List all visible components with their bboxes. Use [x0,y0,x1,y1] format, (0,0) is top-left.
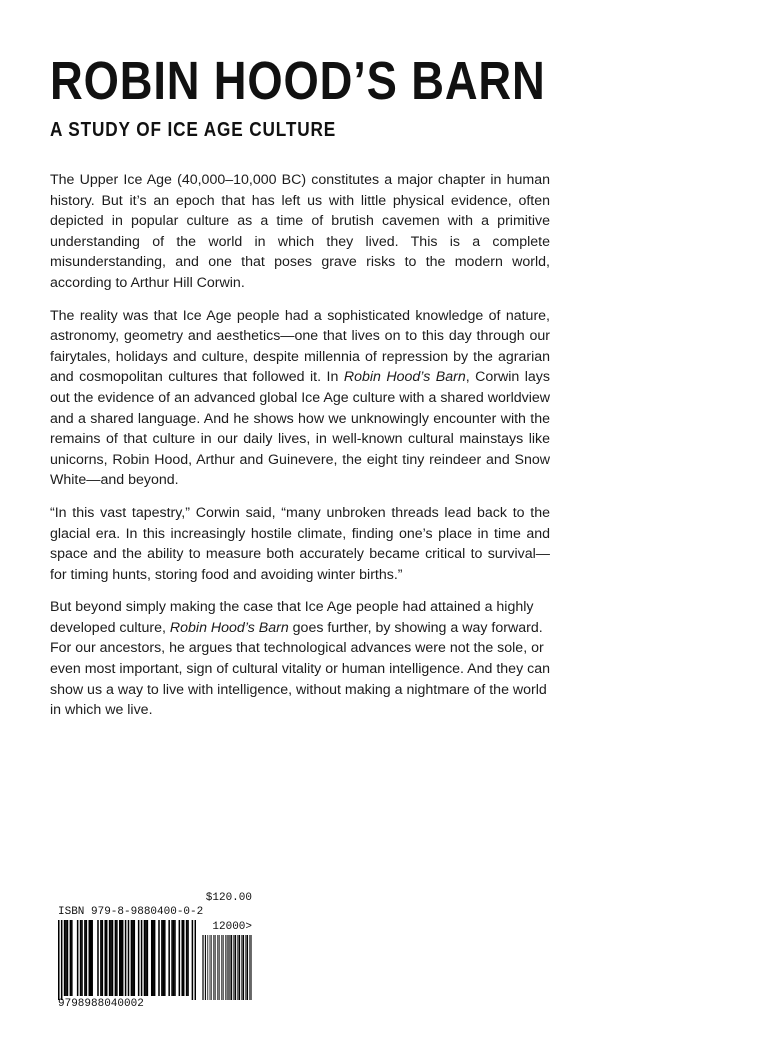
barcode-bar [234,935,235,1000]
barcode-bar [209,935,210,1000]
barcode-bar [223,935,224,1000]
barcode-bar [128,920,130,996]
barcode-bar [214,935,215,1000]
barcode-bar [192,920,194,1000]
barcode-bar [138,920,140,996]
price-label: $120.00 [205,892,252,904]
barcode-bar [91,920,93,996]
paragraph-text: The reality was that Ice Age people had a sophisticated knowledge of nature, astronomy, geometry and aesthetics—one that lives on to this day through our fairytales, holidays and culture, despite millennia of repression by the agrarian and cosmopolitan cultures that followed it. In [50,307,550,386]
barcode-bar [228,935,229,1000]
barcode-bar [239,935,240,1000]
barcode-bar [152,920,154,996]
barcode-bar [187,920,189,996]
barcode-bar [243,935,244,1000]
barcode-bar [171,920,173,996]
paragraph-text: , Corwin lays out the evidence of an advanced global Ice Age culture with a shared worldview and a shared language. And he shows how we unknowingly encounter with the remains of that culture in our daily lives, in well-known cultural mainstays like unicorns, Robin Hood, Arthur and Guinevere, the eight tiny reindeer and Snow White—and beyond. [50,369,550,489]
barcode-bar [243,935,244,1000]
blurb-paragraph-3 [50,503,550,585]
barcode-bar [203,935,204,1000]
barcode-bar [102,920,104,996]
barcode-bar [116,920,118,996]
barcode-bar [71,920,73,996]
barcode-bar [213,935,214,1000]
barcode-bar [211,935,212,1000]
blurb-text [50,170,550,733]
barcode-bar [231,935,232,1000]
barcode-bar [241,935,242,1000]
barcode-bar [229,935,230,1000]
barcode-bar [110,920,112,996]
isbn-barcode-block [58,890,252,1012]
barcode-bar [219,935,220,1000]
paragraph-text: But beyond simply making the case that Ice Age people had attained a highly developed culture, [50,599,534,636]
barcode-bar [158,920,160,996]
barcode-bar [249,935,250,1000]
barcode-bar [163,920,165,996]
barcode-bar [205,935,206,1000]
barcode-bar [61,920,63,1000]
barcode-bar [207,935,208,1000]
barcode-bar [104,920,106,996]
barcode-bar [230,935,231,1000]
barcode-bar [247,935,248,1000]
barcode-bar [227,935,228,1000]
barcode-bar [202,935,203,1000]
barcode-bar [109,920,111,996]
ean-barcode [58,920,196,1000]
barcode-bar [246,935,247,1000]
barcode-bar [247,935,248,1000]
paragraph-text: The Upper Ice Age (40,000–10,000 BC) constitutes a major chapter in human history. But it’s an epoch that has left us with little physical evidence, often depicted in popular culture as a time of brutish cavemen with a primitive understanding of the world in which they lived. This is a complete misunderstanding, and one that poses grave risks to the modern world, according to Arthur Hill Corwin. [50,172,550,291]
barcode-bar [119,920,121,996]
barcode-bar [242,935,243,1000]
barcode-bar [89,920,91,996]
barcode-bar [58,920,60,1000]
barcode-bar [145,920,147,996]
barcode-bar [106,920,108,996]
book-subtitle: A STUDY OF ICE AGE CULTURE [50,119,337,141]
barcode-bar [232,935,233,1000]
barcode-bar [67,920,69,996]
blurb-paragraph-4 [50,597,550,721]
book-title: ROBIN HOOD’S BARN [50,51,546,111]
barcode-bar [174,920,176,996]
barcode-bar [147,920,149,996]
barcode-bar [154,920,156,996]
barcode-bar [217,935,218,1000]
barcode-bar [141,920,143,996]
paragraph-text: “In this vast tapestry,” Corwin said, “many unbroken threads lead back to the glacial era. In this increasingly hostile climate, finding one’s place in time and space and the ability to measure both accurately became critical to survival—for timing hunts, storing food and avoiding winter births.” [50,504,550,583]
barcode-bar [211,935,212,1000]
paragraph-text: goes further, by showing a way forward. For our ancestors, he argues that technological advances were not the sole, or even most important, sign of cultural vitality or human intelligence. And they can show us a way to live with intelligence, without making a nightmare of the world in which we live. [50,619,550,719]
barcode-bar [236,935,237,1000]
barcode-bar [120,920,122,996]
barcode-bar [86,920,88,996]
barcode-bar [65,920,67,996]
barcode-bar [181,920,183,996]
barcode-bar [215,935,216,1000]
barcode-bar [132,920,134,996]
barcode-bar [251,935,252,1000]
blurb-paragraph-2 [50,306,550,491]
barcode-bar [134,920,136,996]
barcode-digits: 9798988040002 [58,998,144,1010]
barcode-bar [112,920,114,996]
barcode-bar [125,920,127,996]
barcode-bar [218,935,219,1000]
barcode-bar [168,920,170,996]
barcode-bar [64,920,66,996]
barcode-bar [173,920,175,996]
book-title-italic: Robin Hood’s Barn [169,619,289,636]
barcode-bar [70,920,72,996]
barcode-bar [186,920,188,996]
blurb-paragraph-1 [50,170,550,294]
barcode-bar [205,935,206,1000]
barcode-bar [151,920,153,996]
barcode-bar [122,920,124,996]
barcode-bar [233,935,234,1000]
barcode-bar [164,920,166,996]
barcode-bar [238,935,239,1000]
barcode-bar [97,920,99,996]
book-title-italic: Robin Hood’s Barn [343,369,466,386]
addon-label: 12000> [212,921,252,933]
barcode-bar [226,935,227,1000]
barcode-bar [235,935,236,1000]
barcode-bar [183,920,185,996]
barcode-bar [77,920,79,996]
barcode-bar [115,920,117,996]
barcode-bar [195,920,196,1000]
barcode-bar [250,935,251,1000]
barcode-bar [245,935,246,1000]
isbn-label: ISBN 979-8-9880400-0-2 [58,906,204,918]
barcode-bar [221,935,222,1000]
barcode-bar [84,920,86,996]
barcode-bar [237,935,238,1000]
barcode-bar [161,920,163,996]
barcode-bar [222,935,223,1000]
barcode-bar [131,920,133,996]
barcode-bar [144,920,146,996]
barcode-bar [80,920,82,996]
barcode-bar [240,935,241,1000]
barcode-bar [225,935,226,1000]
barcode-bar [81,920,83,996]
barcode-bar [100,920,102,996]
barcode-bar [179,920,181,996]
barcode-bar [90,920,92,996]
addon-barcode [202,935,252,1000]
